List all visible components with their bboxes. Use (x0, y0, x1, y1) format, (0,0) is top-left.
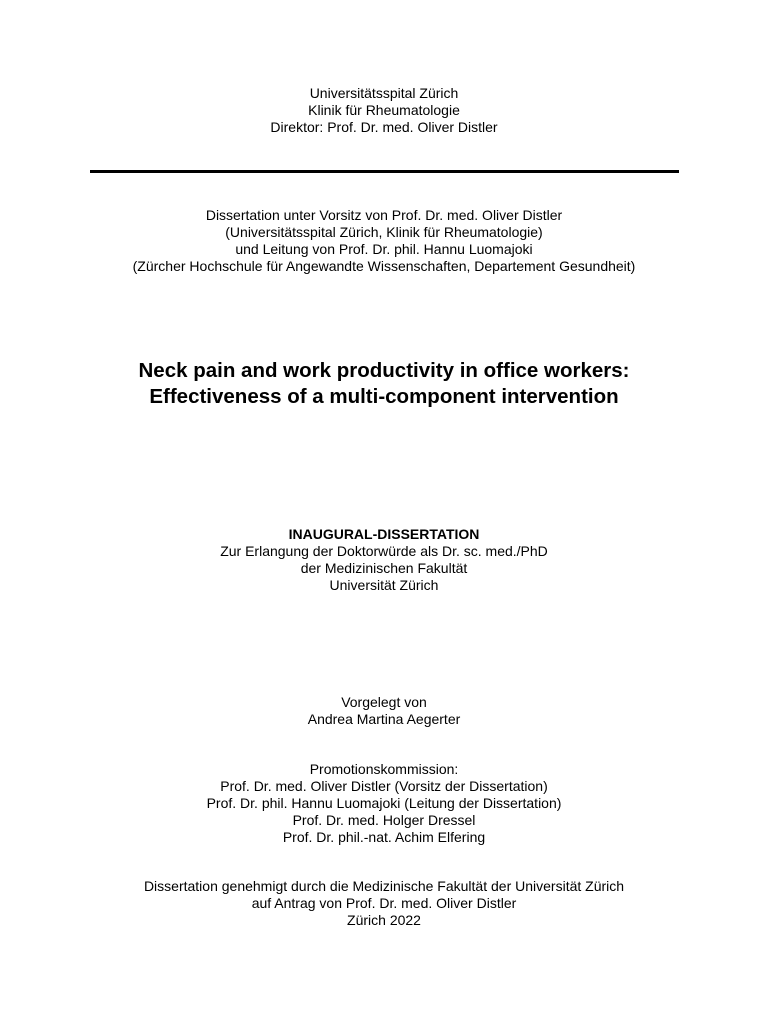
degree-line-2: der Medizinischen Fakultät (300, 560, 468, 576)
title-line-2: Effectiveness of a multi-component intervention (149, 385, 619, 408)
committee-label: Promotionskommission: (309, 761, 459, 777)
horizontal-rule (90, 170, 679, 173)
author-name: Andrea Martina Aegerter (307, 711, 461, 727)
supervision-line-4: (Zürcher Hochschule für Angewandte Wissenschaften, Departement Gesundheit) (132, 258, 636, 274)
approval-line-1: Dissertation genehmigt durch die Medizinische Fakultät der Universität Zürich (143, 878, 625, 894)
submitted-by-label: Vorgelegt von (341, 694, 427, 710)
degree-block (0, 526, 768, 594)
dissertation-heading: INAUGURAL-DISSERTATION (288, 526, 480, 542)
degree-line-3: Universität Zürich (329, 577, 439, 593)
institution-name: Universitätsspital Zürich (309, 85, 459, 101)
committee-block (0, 761, 768, 846)
committee-member: Prof. Dr. med. Holger Dressel (292, 812, 476, 828)
author-block (0, 694, 768, 728)
degree-line-1: Zur Erlangung der Doktorwürde als Dr. sc. med./PhD (220, 543, 548, 559)
approval-line-2: auf Antrag von Prof. Dr. med. Oliver Distler (251, 895, 517, 911)
approval-block (0, 878, 768, 929)
place-year: Zürich 2022 (347, 912, 421, 928)
supervision-line-2: (Universitätsspital Zürich, Klinik für Rheumatologie) (225, 224, 543, 240)
title-block (0, 358, 768, 410)
supervision-block (0, 207, 768, 275)
supervision-line-3: und Leitung von Prof. Dr. phil. Hannu Luomajoki (235, 241, 533, 257)
committee-member: Prof. Dr. phil. Hannu Luomajoki (Leitung der Dissertation) (206, 795, 562, 811)
title-line-1: Neck pain and work productivity in office workers: (138, 359, 630, 382)
clinic-name: Klinik für Rheumatologie (308, 102, 460, 118)
director-line: Direktor: Prof. Dr. med. Oliver Distler (270, 119, 498, 135)
committee-member: Prof. Dr. med. Oliver Distler (Vorsitz der Dissertation) (220, 778, 548, 794)
header-block (0, 85, 768, 136)
supervision-line-1: Dissertation unter Vorsitz von Prof. Dr. med. Oliver Distler (205, 207, 563, 223)
committee-member: Prof. Dr. phil.-nat. Achim Elfering (282, 829, 486, 845)
